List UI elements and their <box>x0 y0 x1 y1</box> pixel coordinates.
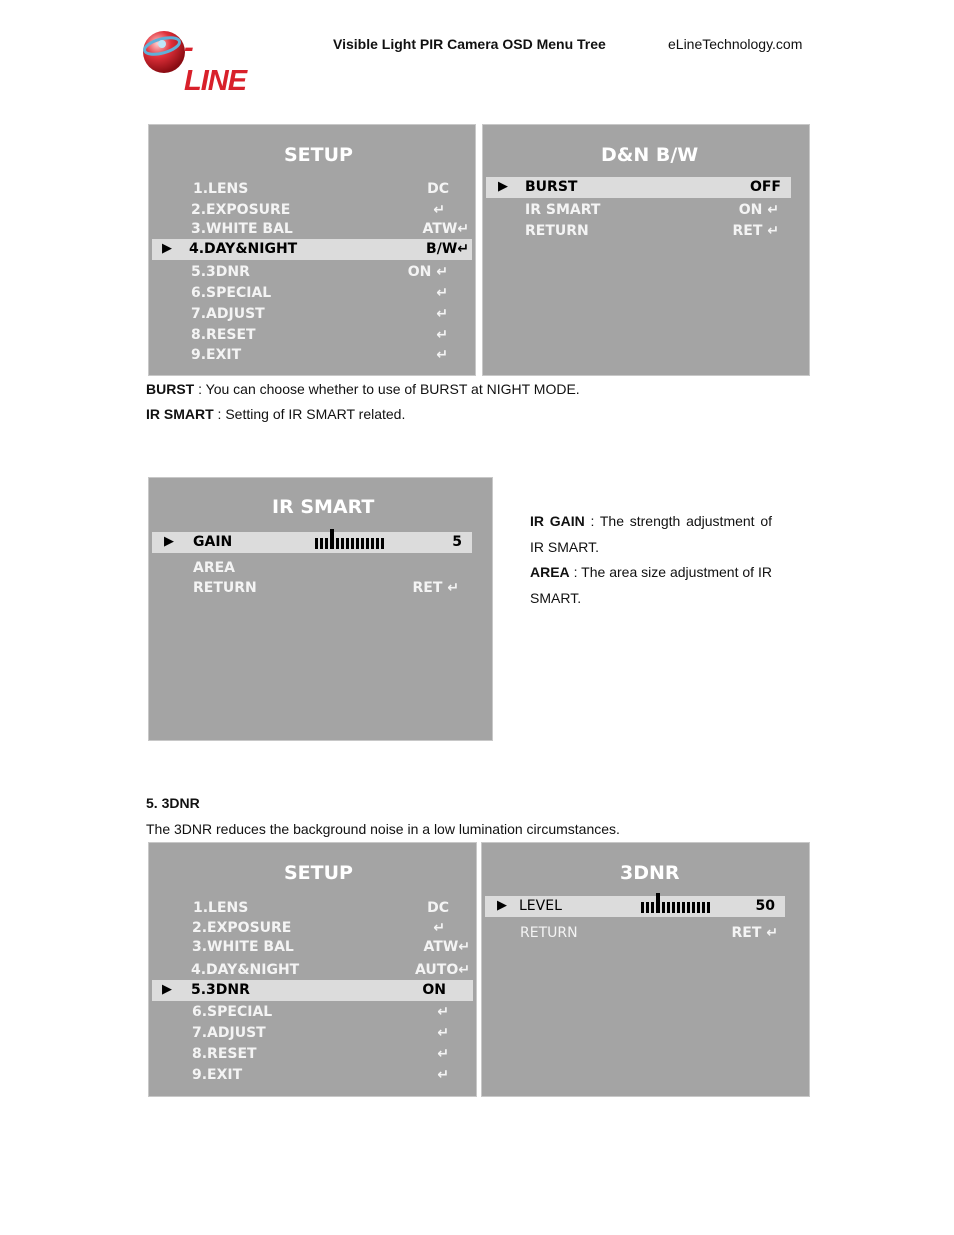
menu-item-exposure[interactable]: 2.EXPOSURE ↵ <box>191 202 445 218</box>
website-link[interactable]: eLineTechnology.com <box>668 36 803 52</box>
slider-tick <box>356 538 359 549</box>
osd-panel-3dnr <box>481 842 810 1097</box>
slider-tick <box>366 538 369 549</box>
panel-title: SETUP <box>284 862 353 884</box>
menu-item-adjust[interactable]: 7.ADJUST ↵ <box>192 1025 449 1041</box>
menu-item-day-night[interactable]: ▶ 4.DAY&NIGHT B/W↵ <box>152 239 472 260</box>
menu-item-exposure[interactable]: 2.EXPOSURE ↵ <box>192 920 445 936</box>
ir-smart-description: IR SMART : Setting of IR SMART related. <box>146 406 406 422</box>
selection-arrow-icon: ▶ <box>162 241 172 256</box>
osd-panel-ir-smart <box>148 477 493 741</box>
menu-item-burst[interactable]: ▶ BURST OFF <box>486 177 791 198</box>
slider-tick <box>651 902 654 913</box>
menu-item-adjust[interactable]: 7.ADJUST ↵ <box>191 306 448 322</box>
slider-cursor <box>656 893 660 913</box>
menu-item-gain[interactable]: ▶ GAIN 5 <box>152 532 472 553</box>
section-heading-3dnr: 5. 3DNR <box>146 795 200 811</box>
selection-arrow-icon: ▶ <box>497 898 507 913</box>
slider-tick <box>381 538 384 549</box>
selection-arrow-icon: ▶ <box>162 982 172 997</box>
slider-tick <box>687 902 690 913</box>
menu-item-white-bal[interactable]: 3.WHITE BAL ATW↵ <box>192 939 470 955</box>
section-text-3dnr: The 3DNR reduces the background noise in a low lumination circumstances. <box>146 821 620 837</box>
logo-text: -LINE <box>184 32 247 97</box>
menu-item-exit[interactable]: 9.EXIT ↵ <box>192 1067 449 1083</box>
slider-tick <box>667 902 670 913</box>
selection-arrow-icon: ▶ <box>164 534 174 549</box>
slider-tick <box>361 538 364 549</box>
slider-tick <box>707 902 710 913</box>
menu-item-special[interactable]: 6.SPECIAL ↵ <box>191 285 448 301</box>
slider-tick <box>341 538 344 549</box>
slider-tick <box>682 902 685 913</box>
document-title: Visible Light PIR Camera OSD Menu Tree <box>333 36 606 52</box>
burst-description: BURST : You can choose whether to use of BURST at NIGHT MODE. <box>146 381 580 397</box>
menu-item-lens[interactable]: 1.LENS DC <box>193 181 449 197</box>
menu-item-reset[interactable]: 8.RESET ↵ <box>192 1046 449 1062</box>
selection-arrow-icon: ▶ <box>498 179 508 194</box>
menu-item-white-bal[interactable]: 3.WHITE BAL ATW↵ <box>191 221 469 237</box>
slider-tick <box>336 538 339 549</box>
menu-item-return[interactable]: RETURN RET ↵ <box>520 925 778 941</box>
slider-tick <box>351 538 354 549</box>
menu-item-area[interactable]: AREA <box>193 560 236 576</box>
menu-item-lens[interactable]: 1.LENS DC <box>193 900 449 916</box>
slider-tick <box>325 538 328 549</box>
gain-slider[interactable] <box>315 535 384 549</box>
slider-tick <box>702 902 705 913</box>
area-description: AREA : The area size adjustment of IR SMART. <box>530 564 772 606</box>
menu-item-exit[interactable]: 9.EXIT ↵ <box>191 347 448 363</box>
ir-gain-description: IR GAIN : The strength adjustment of IR SMART. <box>530 513 772 555</box>
slider-tick <box>697 902 700 913</box>
slider-tick <box>371 538 374 549</box>
osd-panel-setup <box>148 124 476 376</box>
menu-item-3dnr[interactable]: ▶ 5.3DNR ON <box>152 980 473 1001</box>
menu-item-3dnr[interactable]: 5.3DNR ON ↵ <box>191 264 448 280</box>
osd-panel-setup-3dnr <box>148 842 477 1097</box>
slider-tick <box>346 538 349 549</box>
panel-title: SETUP <box>284 144 353 166</box>
slider-tick <box>662 902 665 913</box>
slider-tick <box>692 902 695 913</box>
osd-panel-dn-bw <box>482 124 810 376</box>
panel-title: D&N B/W <box>601 144 699 166</box>
menu-item-special[interactable]: 6.SPECIAL ↵ <box>192 1004 449 1020</box>
panel-title: IR SMART <box>272 496 375 518</box>
slider-tick <box>376 538 379 549</box>
slider-tick <box>672 902 675 913</box>
slider-tick <box>646 902 649 913</box>
slider-tick <box>677 902 680 913</box>
menu-item-ir-smart[interactable]: IR SMART ON ↵ <box>525 202 779 218</box>
menu-item-level[interactable]: ▶ LEVEL 50 <box>485 896 785 917</box>
menu-item-return[interactable]: RETURN RET ↵ <box>193 580 459 596</box>
panel-title: 3DNR <box>620 862 680 884</box>
slider-tick <box>320 538 323 549</box>
menu-item-return[interactable]: RETURN RET ↵ <box>525 223 779 239</box>
menu-item-reset[interactable]: 8.RESET ↵ <box>191 327 448 343</box>
eline-logo <box>140 26 252 97</box>
slider-tick <box>315 538 318 549</box>
menu-item-day-night[interactable]: 4.DAY&NIGHT AUTO↵ <box>191 962 470 978</box>
level-slider[interactable] <box>641 899 710 913</box>
slider-cursor <box>330 529 334 549</box>
slider-tick <box>641 902 644 913</box>
